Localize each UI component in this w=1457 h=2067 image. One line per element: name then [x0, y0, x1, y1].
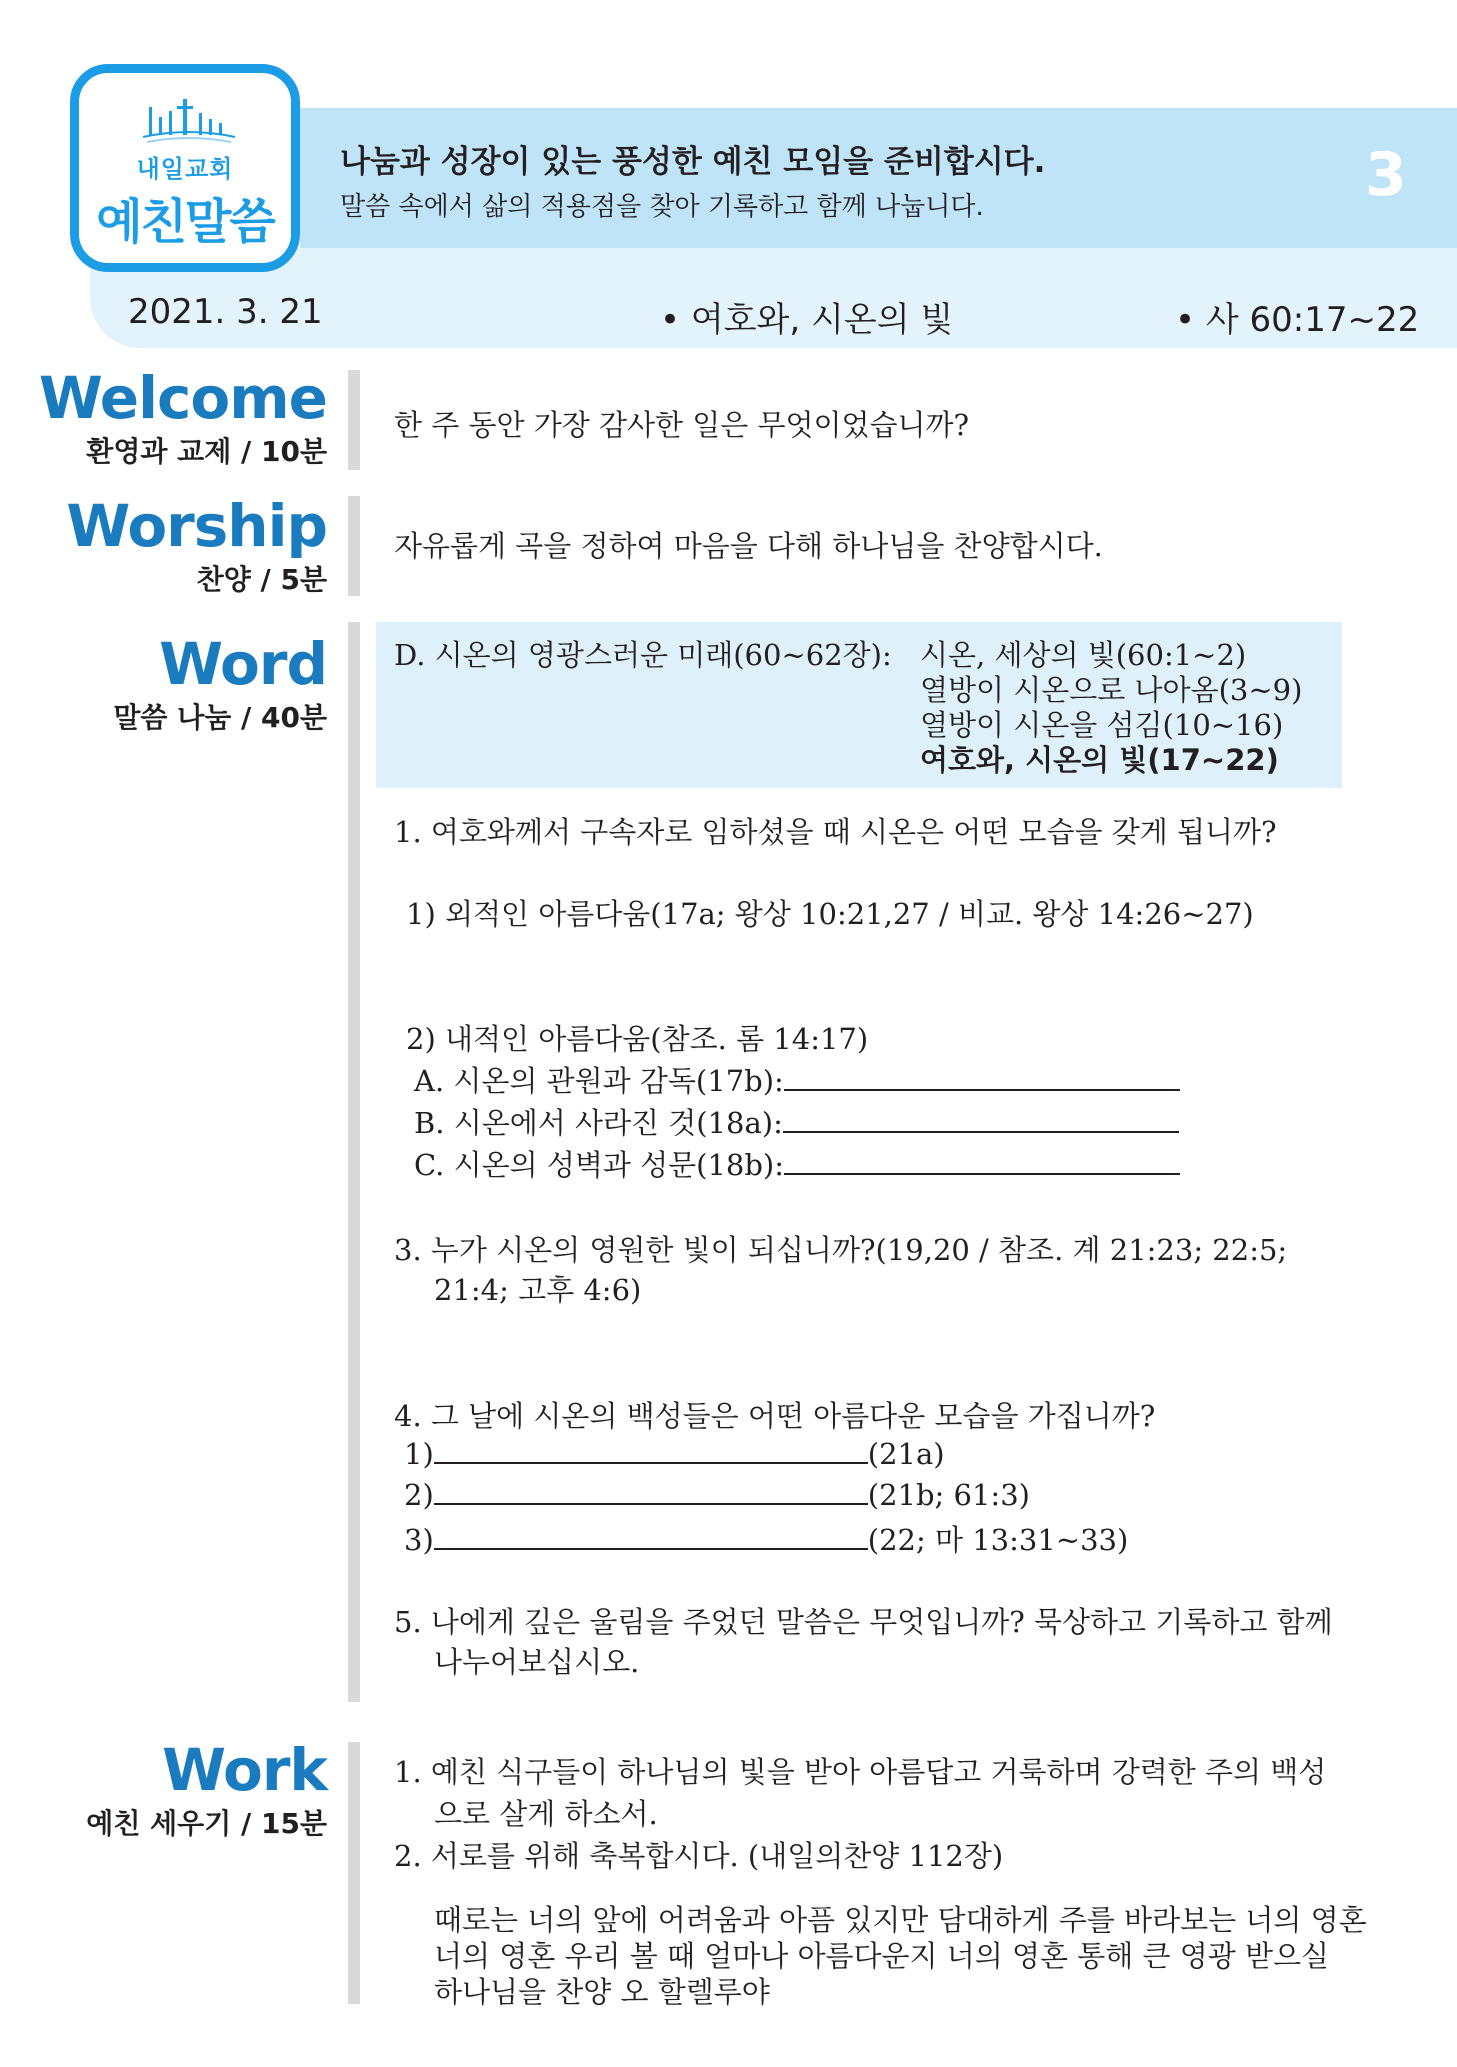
answer-label-c: C. 시온의 성벽과 성문(18b):	[414, 1148, 785, 1182]
answer-num: 2)	[404, 1478, 434, 1512]
outline-heading: D. 시온의 영광스러운 미래(60~62장):	[394, 638, 892, 672]
answer-label-a: A. 시온의 관원과 감독(17b):	[414, 1064, 784, 1098]
work-label: Work	[162, 1736, 327, 1804]
outline-item: 열방이 시온으로 나아옴(3~9)	[920, 673, 1303, 707]
welcome-sub: 환영과 교제 / 10분	[86, 435, 327, 468]
answer-blank-a[interactable]	[784, 1063, 1180, 1091]
prayer-item-2: 2. 서로를 위해 축복합시다. (내일의찬양 112장)	[394, 1839, 1004, 1873]
prayer-item-1: 1. 예친 식구들이 하나님의 빛을 받아 아름답고 거룩하며 강력한 주의 백성	[394, 1755, 1327, 1789]
question-5: 5. 나에게 깊은 울림을 주었던 말씀은 무엇입니까? 묵상하고 기록하고 함께	[394, 1605, 1333, 1639]
answer-blank-b[interactable]	[783, 1105, 1179, 1133]
outline-item: 열방이 시온을 섬김(10~16)	[920, 708, 1284, 742]
answer-label-b: B. 시온에서 사라진 것(18a):	[414, 1106, 783, 1140]
question-3: 3. 누가 시온의 영원한 빛이 되십니까?(19,20 / 참조. 계 21:23; 22:5;	[394, 1233, 1288, 1267]
logo	[70, 64, 300, 272]
hymn-line: 때로는 너의 앞에 어려움과 아픔 있지만 담대하게 주를 바라보는 너의 영혼	[434, 1903, 1367, 1937]
welcome-question: 한 주 동안 가장 감사한 일은 무엇이었습니까?	[394, 408, 970, 442]
answer-row-a	[414, 1059, 1180, 1100]
church-skyline-icon	[139, 97, 239, 147]
church-name: 내일교회	[136, 155, 234, 183]
answer-row-b	[414, 1101, 1179, 1142]
question-3-cont: 21:4; 고후 4:6)	[434, 1273, 642, 1307]
outline-item: 시온, 세상의 빛(60:1~2)	[920, 638, 1247, 672]
date: 2021. 3. 21	[128, 292, 323, 332]
scripture-reference: • 사 60:17~22	[1175, 300, 1420, 340]
word-sub: 말씀 나눔 / 40분	[113, 701, 327, 734]
welcome-divider	[348, 370, 360, 470]
welcome-label: Welcome	[38, 364, 327, 432]
answer-num: 3)	[404, 1523, 434, 1557]
question-4: 4. 그 날에 시온의 백성들은 어떤 아름다운 모습을 가집니까?	[394, 1399, 1156, 1433]
answer-blank-4-1[interactable]	[434, 1436, 868, 1464]
answer-ref: (21a)	[867, 1437, 945, 1471]
worship-label: Worship	[66, 492, 327, 560]
answer-row-c	[414, 1143, 1180, 1184]
question-1: 1. 여호와께서 구속자로 임하셨을 때 시온은 어떤 모습을 갖게 됩니까?	[394, 815, 1277, 849]
worship-text: 자유롭게 곡을 정하여 마음을 다해 하나님을 찬양합시다.	[394, 529, 1103, 563]
answer-num: 1)	[404, 1437, 434, 1471]
sermon-title: • 여호와, 시온의 빛	[660, 300, 954, 340]
hymn-line: 너의 영혼 우리 볼 때 얼마나 아름다운지 너의 영혼 통해 큰 영광 받으실	[434, 1939, 1330, 1973]
header-title: 나눔과 성장이 있는 풍성한 예친 모임을 준비합시다.	[340, 144, 1046, 180]
logo-title: 예친말씀	[96, 194, 274, 250]
outline-item-current: 여호와, 시온의 빛(17~22)	[920, 743, 1279, 777]
question-1-2: 2) 내적인 아름다움(참조. 롬 14:17)	[406, 1022, 869, 1056]
answer-blank-c[interactable]	[784, 1147, 1180, 1175]
question-1-1: 1) 외적인 아름다움(17a; 왕상 10:21,27 / 비교. 왕상 14:26~27)	[406, 897, 1254, 931]
answer-blank-4-2[interactable]	[434, 1477, 868, 1505]
word-label: Word	[159, 630, 327, 698]
answer-ref: (21b; 61:3)	[867, 1478, 1030, 1512]
answer-row-4-3	[404, 1518, 1128, 1559]
prayer-item-1-cont: 으로 살게 하소서.	[434, 1797, 658, 1831]
answer-blank-4-3[interactable]	[434, 1522, 868, 1550]
question-5-cont: 나누어보십시오.	[434, 1645, 640, 1679]
answer-ref: (22; 마 13:31~33)	[867, 1523, 1129, 1557]
work-divider	[348, 1742, 360, 2004]
answer-row-4-1	[404, 1436, 945, 1471]
worship-divider	[348, 496, 360, 596]
work-sub: 예친 세우기 / 15분	[86, 1807, 327, 1840]
word-divider	[348, 622, 360, 1702]
hymn-line: 하나님을 찬양 오 할렐루야	[434, 1975, 770, 2009]
header-subtitle: 말씀 속에서 삶의 적용점을 찾아 기록하고 함께 나눕니다.	[340, 192, 984, 222]
worship-sub: 찬양 / 5분	[196, 563, 327, 596]
answer-row-4-2	[404, 1477, 1030, 1512]
page-number: 3	[1365, 140, 1407, 210]
